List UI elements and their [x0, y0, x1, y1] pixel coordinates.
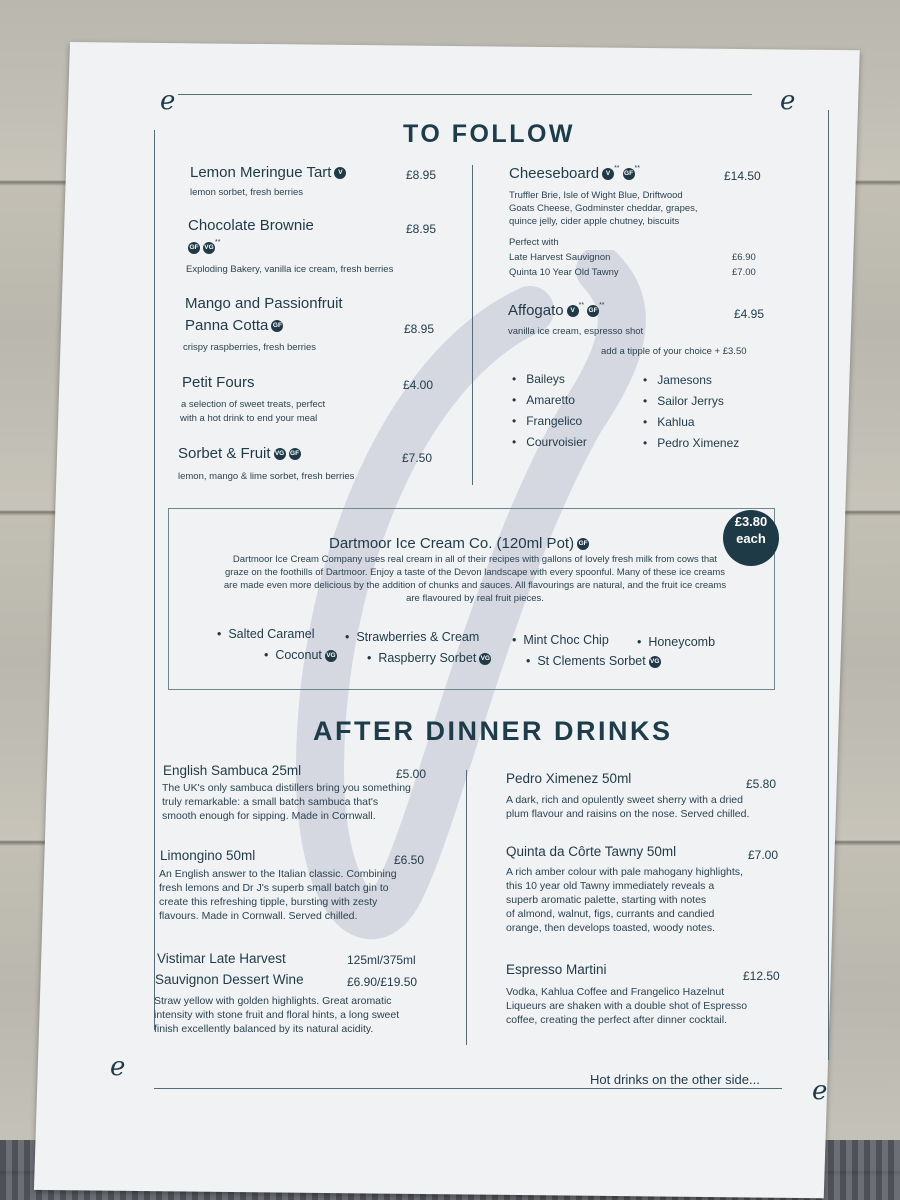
corner-logo-mark: e: [160, 86, 176, 116]
section-title-to-follow: TO FOLLOW: [403, 120, 576, 148]
menu-item-price: £8.95: [406, 222, 437, 236]
drink-description: A dark, rich and opulently sweet sherry with a dried plum flavour and raisins on the nose. Served chilled.: [506, 794, 750, 820]
gluten-free-badge-icon: GF: [577, 538, 589, 550]
vegan-badge-icon: VG: [325, 650, 337, 662]
drink-description: The UK's only sambuca distillers bring you something truly remarkable: a small batch sambuca that's smooth enough for sipping. Made in Cornwall.: [162, 782, 411, 822]
asterisk-note: **: [599, 302, 605, 309]
pairing-price: £7.00: [732, 267, 756, 278]
badge-each: each: [736, 531, 766, 546]
badge-price: £3.80: [734, 514, 768, 529]
vegan-badge-icon: VG: [649, 656, 661, 668]
menu-item-name: Sorbet & Fruit VG GF: [178, 445, 300, 462]
pairing-name: Quinta 10 Year Old Tawny: [509, 267, 619, 278]
asterisk-note: **: [578, 302, 585, 309]
menu-item-price: £14.50: [724, 169, 761, 183]
drink-size: 125ml/375ml: [347, 953, 416, 967]
column-divider: [466, 770, 467, 1045]
drink-name: Espresso Martini: [506, 962, 607, 977]
list-item: • Pedro Ximenez: [643, 436, 740, 450]
drink-name: Quinta da Côrte Tawny 50ml: [506, 844, 677, 859]
menu-item-name: Lemon Meringue Tart V: [190, 164, 346, 181]
menu-item-description: Truffler Brie, Isle of Wight Blue, Driftwood: [509, 190, 683, 201]
ice-cream-description: Dartmoor Ice Cream Company uses real cream in all of their recipes with gallons of lovely fresh milk from cows that graze on the foothills of Dartmoor. Enjoy a taste of the Devon landscape with every spoonful. Many of these ice creams are made even more delicious by the addition of chunks and sauces. All flavourings are natural, and the fruit ice creams are flavoured by real fruit pieces.: [223, 554, 727, 604]
gluten-free-badge-icon: GF: [289, 448, 301, 460]
menu-item-description: quince jelly, cider apple chutney, biscuits: [509, 216, 680, 227]
flavour-item: • St Clements Sorbet VG: [526, 654, 660, 668]
list-item: • Jamesons: [643, 373, 712, 387]
drink-name: Pedro Ximenez 50ml: [506, 771, 632, 786]
section-title-after-dinner-drinks: AFTER DINNER DRINKS: [313, 716, 673, 746]
drink-name: English Sambuca 25ml: [163, 763, 302, 778]
list-item: • Courvoisier: [512, 435, 587, 449]
menu-item-price: £8.95: [406, 168, 437, 182]
menu-item-description: Goats Cheese, Godminster cheddar, grapes,: [509, 203, 698, 214]
footer-note: Hot drinks on the other side...: [590, 1072, 760, 1087]
liqueur-list-right: [643, 370, 739, 454]
menu-item-description: with a hot drink to end your meal: [180, 413, 318, 424]
flavour-item: • Mint Choc Chip: [512, 633, 609, 647]
flavour-item: • Strawberries & Cream: [345, 630, 480, 644]
list-item: • Kahlua: [643, 415, 695, 429]
menu-item-description: crispy raspberries, fresh berries: [183, 342, 317, 353]
drink-name: Vistimar Late Harvest: [157, 951, 286, 966]
vegetarian-badge-icon: V: [567, 305, 579, 317]
ice-cream-title: Dartmoor Ice Cream Co. (120ml Pot) GF: [329, 535, 588, 552]
drink-description: A rich amber colour with pale mahogany highlights, this 10 year old Tawny immediately reveals a superb aromatic palette, starting with notes of almond, walnut, figs, currants and candied orange, then develops toasted, woody notes.: [506, 866, 743, 934]
menu-item-name: Cheeseboard V**GF**: [509, 165, 640, 182]
corner-logo-mark: e: [812, 1076, 828, 1106]
drink-description: Vodka, Kahlua Coffee and Frangelico Hazelnut Liqueurs are shaken with a double shot of Espresso coffee, creating the perfect after dinner cocktail.: [506, 986, 748, 1026]
left-frame-rule: [154, 130, 155, 1030]
drink-price: £12.50: [743, 969, 780, 983]
asterisk-note: **: [215, 239, 221, 246]
drink-price: £7.00: [748, 848, 779, 862]
menu-item-description: vanilla ice cream, espresso shot: [508, 326, 644, 337]
drink-price: £5.80: [746, 777, 777, 791]
pairing-price: £6.90: [732, 252, 756, 263]
drink-price: £6.90/£19.50: [347, 975, 418, 989]
menu-item-description: a selection of sweet treats, perfect: [181, 399, 326, 410]
menu-item-description: Exploding Bakery, vanilla ice cream, fresh berries: [186, 264, 394, 275]
menu-item-name-line2: Panna Cotta GF: [185, 317, 282, 334]
corner-logo-mark: e: [780, 86, 796, 116]
pairing-heading: Perfect with: [509, 237, 559, 248]
drink-price: £6.50: [394, 853, 425, 867]
gluten-free-badge-icon: GF: [587, 305, 599, 317]
drink-name-line2: Sauvignon Dessert Wine: [155, 972, 304, 987]
column-divider: [472, 165, 473, 485]
bottom-rule: [154, 1088, 782, 1089]
drink-description: An English answer to the Italian classic. Combining fresh lemons and Dr J's superb small batch gin to create this refreshing tipple, bursting with zesty flavours. Made in Cornwall. Served chilled.: [159, 868, 397, 922]
menu-item-price: £8.95: [404, 322, 435, 336]
drink-description: Straw yellow with golden highlights. Great aromatic intensity with stone fruit and floral hints, a long sweet finish excellently balanced by its natural acidity.: [154, 995, 400, 1035]
menu-item-price: £7.50: [402, 451, 433, 465]
right-frame-rule: [828, 110, 829, 1060]
pairing-name: Late Harvest Sauvignon: [509, 252, 611, 263]
vegetarian-badge-icon: V: [602, 168, 614, 180]
vegan-badge-icon: VG: [203, 242, 215, 254]
list-item: • Amaretto: [512, 393, 575, 407]
gluten-free-badge-icon: GF: [271, 320, 283, 332]
flavour-item: • Salted Caramel: [217, 627, 315, 641]
menu-item-name: Affogato V**GF**: [508, 302, 605, 319]
gluten-free-badge-icon: GF: [188, 242, 200, 254]
list-item: • Baileys: [512, 372, 565, 386]
drink-name: Limongino 50ml: [160, 848, 256, 863]
menu-item-description: lemon, mango & lime sorbet, fresh berries: [178, 471, 355, 482]
list-item: • Frangelico: [512, 414, 583, 428]
menu-item-name: Mango and Passionfruit: [185, 295, 343, 312]
menu-item-description: lemon sorbet, fresh berries: [190, 187, 303, 198]
menu-item-name: Chocolate Brownie: [188, 217, 314, 234]
drink-price: £5.00: [396, 767, 427, 781]
asterisk-note: **: [634, 165, 640, 172]
dietary-badges: [185, 239, 220, 257]
list-item: • Sailor Jerrys: [643, 394, 724, 408]
vegan-badge-icon: VG: [274, 448, 286, 460]
flavour-item: • Honeycomb: [637, 635, 716, 649]
asterisk-note: **: [614, 165, 620, 172]
corner-logo-mark: e: [110, 1052, 126, 1082]
menu-item-name: Petit Fours: [182, 374, 255, 391]
flavour-item: • Coconut VG: [264, 648, 336, 662]
liqueur-list-left: [512, 369, 587, 453]
menu-item-price: £4.95: [734, 307, 765, 321]
menu-item-price: £4.00: [403, 378, 434, 392]
top-rule: [178, 94, 752, 95]
flavour-item: • Raspberry Sorbet VG: [367, 651, 490, 665]
vegan-badge-icon: VG: [479, 653, 491, 665]
gluten-free-badge-icon: GF: [623, 168, 635, 180]
vegetarian-badge-icon: V: [334, 167, 346, 179]
tipple-note: add a tipple of your choice + £3.50: [601, 346, 747, 357]
